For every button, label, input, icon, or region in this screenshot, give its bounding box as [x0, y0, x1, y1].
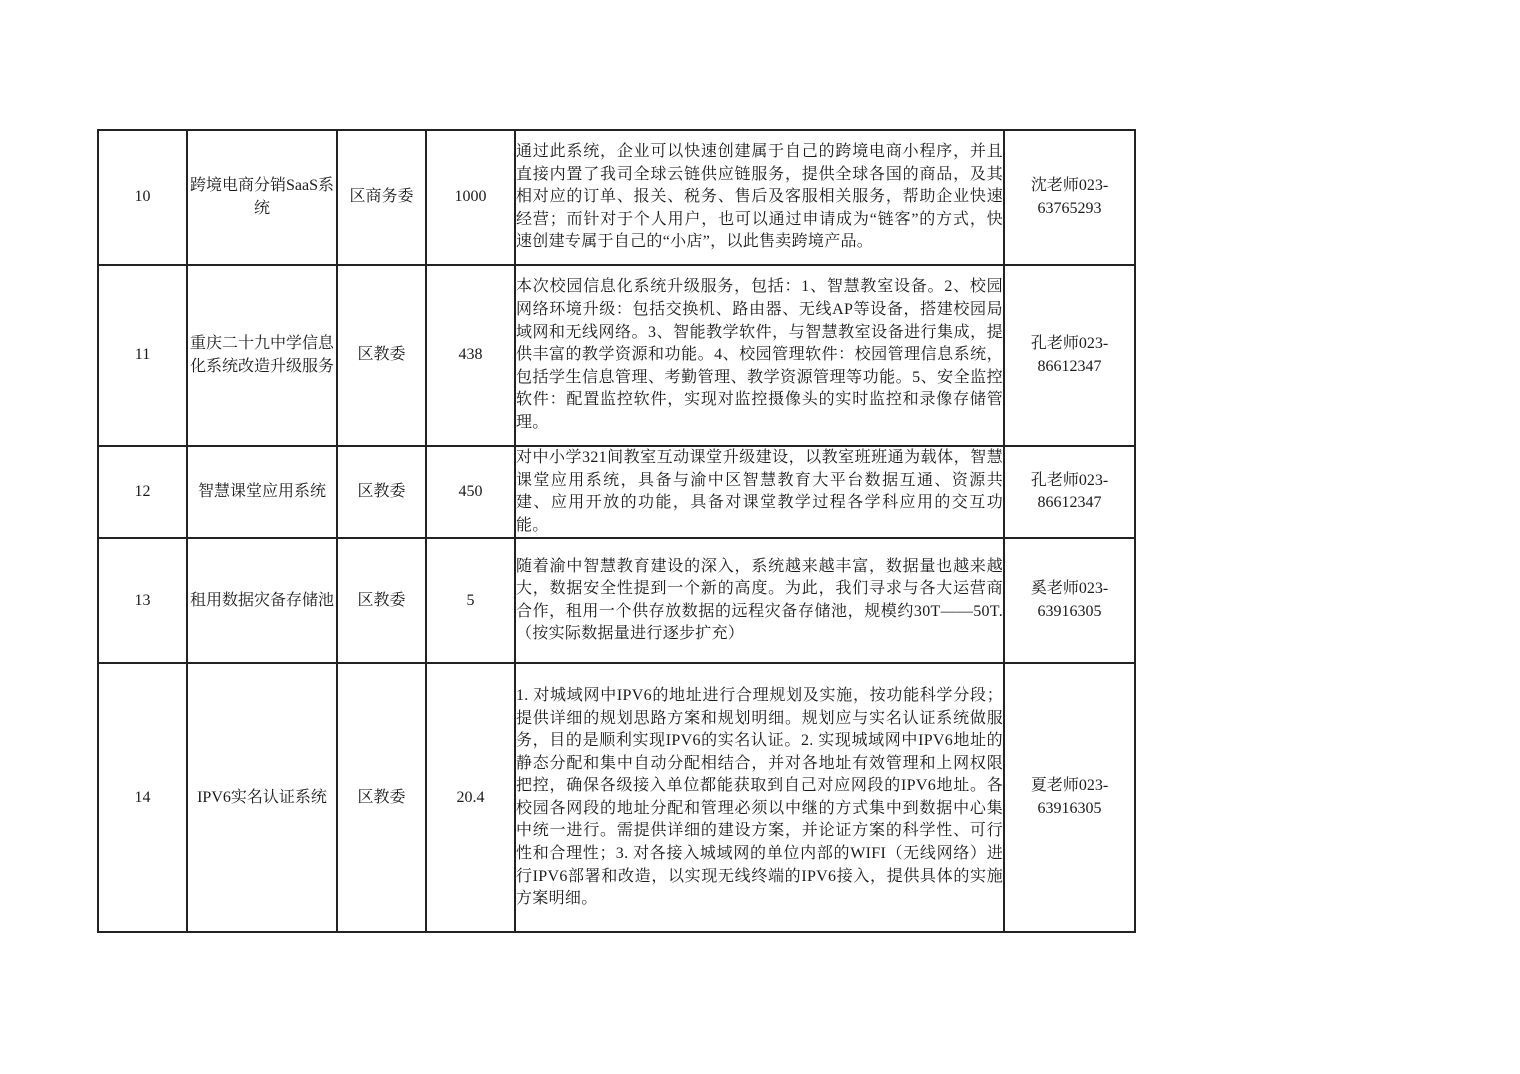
department-cell: 区教委: [337, 538, 426, 663]
contact-cell: 奚老师023-63916305: [1004, 538, 1135, 663]
row-number-cell: 14: [98, 663, 187, 932]
project-name-cell: 重庆二十九中学信息化系统改造升级服务: [187, 265, 337, 446]
contact-cell: 孔老师023-86612347: [1004, 265, 1135, 446]
contact-cell: 夏老师023-63916305: [1004, 663, 1135, 932]
amount-cell: 20.4: [426, 663, 515, 932]
table-row: [98, 663, 1135, 932]
amount-cell: 450: [426, 446, 515, 538]
project-name-cell: IPV6实名认证系统: [187, 663, 337, 932]
amount-cell: 5: [426, 538, 515, 663]
project-table: [97, 129, 1136, 933]
table-row: [98, 446, 1135, 538]
department-cell: 区教委: [337, 265, 426, 446]
table-row: [98, 265, 1135, 446]
contact-cell: 孔老师023-86612347: [1004, 446, 1135, 538]
description-cell: 通过此系统，企业可以快速创建属于自己的跨境电商小程序，并且直接内置了我司全球云链供应链服务，提供全球各国的商品，及其相对应的订单、报关、税务、售后及客服相关服务，帮助企业快速经营；而针对于个人用户，也可以通过申请成为“链客”的方式，快速创建专属于自己的“小店”，以此售卖跨境产品。: [515, 130, 1004, 265]
amount-cell: 1000: [426, 130, 515, 265]
project-name-cell: 租用数据灾备存储池: [187, 538, 337, 663]
project-name-cell: 跨境电商分销SaaS系统: [187, 130, 337, 265]
contact-cell: 沈老师023-63765293: [1004, 130, 1135, 265]
row-number-cell: 10: [98, 130, 187, 265]
department-cell: 区商务委: [337, 130, 426, 265]
row-number-cell: 12: [98, 446, 187, 538]
description-cell: 对中小学321间教室互动课堂升级建设，以教室班班通为载体，智慧课堂应用系统，具备与渝中区智慧教育大平台数据互通、资源共建、应用开放的功能，具备对课堂教学过程各学科应用的交互功能。: [515, 446, 1004, 538]
amount-cell: 438: [426, 265, 515, 446]
project-name-cell: 智慧课堂应用系统: [187, 446, 337, 538]
department-cell: 区教委: [337, 446, 426, 538]
table-row: [98, 130, 1135, 265]
department-cell: 区教委: [337, 663, 426, 932]
table-row: [98, 538, 1135, 663]
description-cell: 本次校园信息化系统升级服务，包括：1、智慧教室设备。2、校园网络环境升级：包括交换机、路由器、无线AP等设备，搭建校园局域网和无线网络。3、智能教学软件，与智慧教室设备进行集成，提供丰富的教学资源和功能。4、校园管理软件：校园管理信息系统，包括学生信息管理、考勤管理、教学资源管理等功能。5、安全监控软件：配置监控软件，实现对监控摄像头的实时监控和录像存储管理。: [515, 265, 1004, 446]
description-cell: 1. 对城域网中IPV6的地址进行合理规划及实施，按功能科学分段；提供详细的规划思路方案和规划明细。规划应与实名认证系统做服务，目的是顺利实现IPV6的实名认证。2. 实现城域网中IPV6地址的静态分配和集中自动分配相结合，并对各地址有效管理和上网权限把控，确保各级接入单位都能获取到自己对应网段的IPV6地址。各校园各网段的地址分配和管理必须以中继的方式集中到数据中心集中统一进行。需提供详细的建设方案，并论证方案的科学性、可行性和合理性；3. 对各接入城域网的单位内部的WIFI（无线网络）进行IPV6部署和改造，以实现无线终端的IPV6接入，提供具体的实施方案明细。: [515, 663, 1004, 932]
row-number-cell: 11: [98, 265, 187, 446]
row-number-cell: 13: [98, 538, 187, 663]
description-cell: 随着渝中智慧教育建设的深入，系统越来越丰富，数据量也越来越大，数据安全性提到一个新的高度。为此，我们寻求与各大运营商合作，租用一个供存放数据的远程灾备存储池，规模约30T——50T.（按实际数据量进行逐步扩充）: [515, 538, 1004, 663]
